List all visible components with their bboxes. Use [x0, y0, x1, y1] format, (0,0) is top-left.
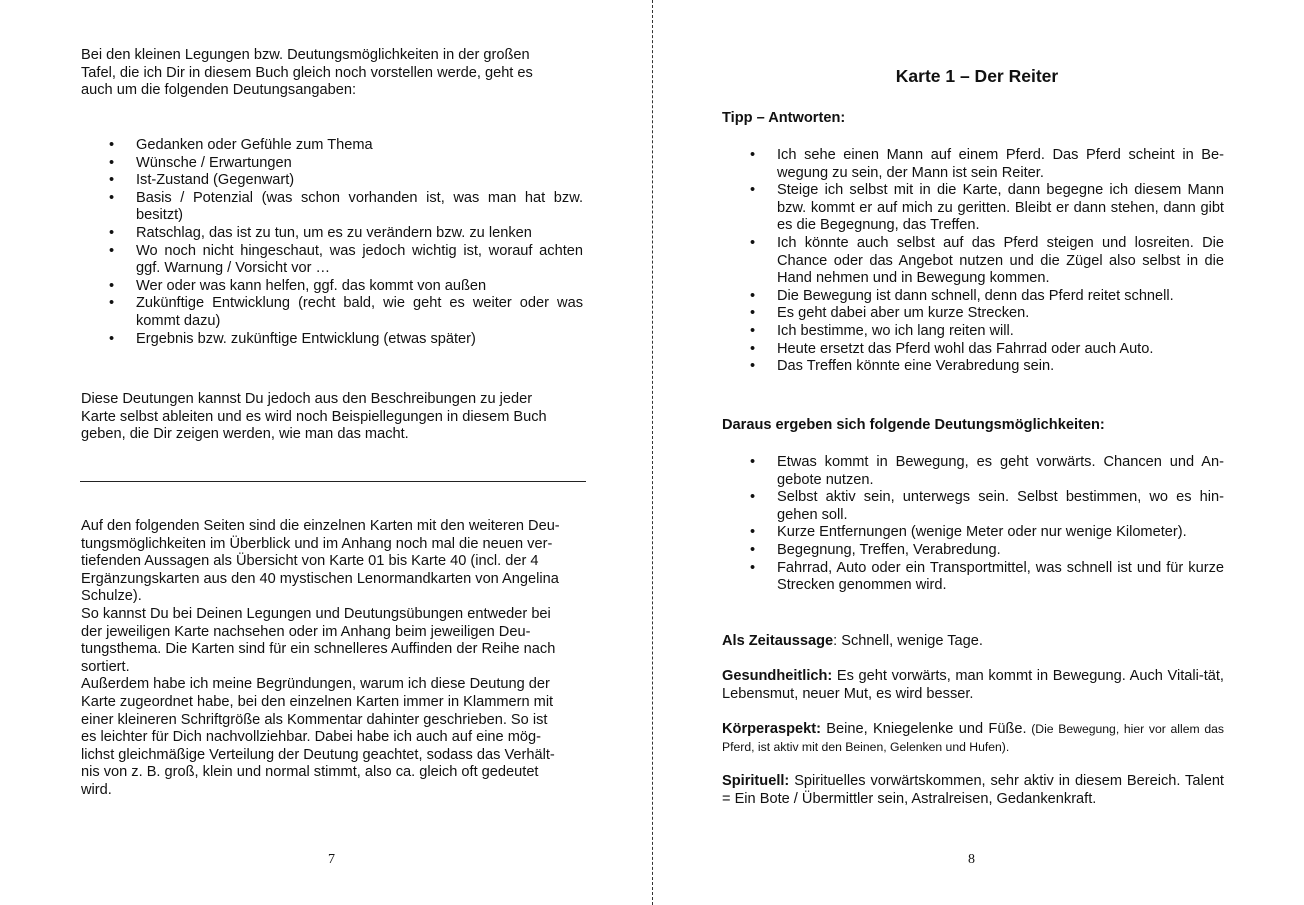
list-item: • Wo noch nicht hingeschaut, was jedoch wichtig ist, worauf achten ggf. Warnung / Vorsicht vor …	[81, 243, 583, 278]
list-item: • Begegnung, Treffen, Verabredung.	[722, 542, 1224, 560]
derive-paragraph: Diese Deutungen kannst Du jedoch aus den Beschreibungen zu jeder Karte selbst ableiten und es wird noch Beispiellegungen in diesem Buch geben, die Dir zeigen werden, wie man das macht.	[81, 391, 547, 443]
list-item: • Ergebnis bzw. zukünftige Entwicklung (etwas später)	[81, 331, 583, 349]
list-item: • Ich könnte auch selbst auf das Pferd steigen und losreiten. Die Chance oder das Angebot nutzen und die Zügel also selbst in die Hand nehmen und in Bewegung kommen.	[722, 235, 1224, 288]
body-aspect-statement: Körperaspekt: Beine, Kniegelenke und Füße. (Die Bewegung, hier vor allem das Pferd, ist aktiv mit den Beinen, Gelenken und Hufen).	[722, 721, 1224, 754]
list-item: • Kurze Entfernungen (wenige Meter oder nur wenige Kilometer).	[722, 524, 1224, 542]
list-item: • Ist-Zustand (Gegenwart)	[81, 172, 583, 190]
list-item: • Die Bewegung ist dann schnell, denn das Pferd reitet schnell.	[722, 288, 1224, 306]
list-item: • Selbst aktiv sein, unterwegs sein. Selbst bestimmen, wo es hin-gehen soll.	[722, 489, 1224, 524]
list-item: • Ratschlag, das ist zu tun, um es zu verändern bzw. zu lenken	[81, 225, 583, 243]
list-item: • Das Treffen könnte eine Verabredung sein.	[722, 358, 1224, 376]
list-item: • Fahrrad, Auto oder ein Transportmittel, was schnell ist und für kurze Strecken genommen wird.	[722, 560, 1224, 595]
intro-paragraph: Bei den kleinen Legungen bzw. Deutungsmöglichkeiten in der großen Tafel, die ich Dir in diesem Buch gleich noch vorstellen werde, geht es auch um die folgenden Deutungsangaben:	[81, 47, 533, 99]
tipp-list	[722, 147, 1224, 376]
list-item: • Zukünftige Entwicklung (recht bald, wie geht es weiter oder was kommt dazu)	[81, 295, 583, 330]
health-statement: Gesundheitlich: Es geht vorwärts, man kommt in Bewegung. Auch Vitali-tät, Lebensmut, neuer Mut, es wird besser.	[722, 668, 1224, 702]
list-item: • Es geht dabei aber um kurze Strecken.	[722, 305, 1224, 323]
time-statement: Als Zeitaussage: Schnell, wenige Tage.	[722, 633, 983, 649]
interpretation-list	[81, 137, 583, 348]
spiritual-statement: Spirituell: Spirituelles vorwärtskommen, sehr aktiv in diesem Bereich. Talent = Ein Bote / Übermittler sein, Astralreisen, Gedankenkraft.	[722, 773, 1224, 807]
list-item: • Wer oder was kann helfen, ggf. das kommt von außen	[81, 278, 583, 296]
body-paragraph: Auf den folgenden Seiten sind die einzelnen Karten mit den weiteren Deu- tungsmöglichkeiten im Überblick und im Anhang noch mal die neuen ver- tiefenden Aussagen als Übersicht von Karte 01 bis Karte 40 (incl. der 4 Ergänzungskarten aus den 40 mystischen Lenormandkarten von Angelina Schulze). So kannst Du bei Deinen Legungen und Deutungsübungen entweder bei der jeweiligen Karte nachsehen oder im Anhang beim jeweiligen Deu- tungsthema. Die Karten sind für ein schnelleres Auffinden der Reihe nach sortiert. Außerdem habe ich meine Begründungen, warum ich diese Deutung der Karte zugeordnet habe, bei den einzelnen Karten immer in Klammern mit einer kleineren Schriftgröße als Kommentar dahinter geschrieben. So ist es leichter für Dich nachvollziehbar. Dabei habe ich auch auf eine mög- lichst gleichmäßige Verteilung der Deutung geachtet, sodass das Verhält- nis von z. B. groß, klein und normal stimmt, also ca. gleich oft gedeutet wird.	[81, 518, 560, 798]
list-item: • Steige ich selbst mit in die Karte, dann begegne ich diesem Mann bzw. kommt er auf mich zu geritten. Bleibt er dann stehen, dann gibt es die Begegnung, das Treffen.	[722, 182, 1224, 235]
list-item: • Ich bestimme, wo ich lang reiten will.	[722, 323, 1224, 341]
list-item: • Heute ersetzt das Pferd wohl das Fahrrad oder auch Auto.	[722, 341, 1224, 359]
deutung-heading: Daraus ergeben sich folgende Deutungsmöglichkeiten:	[722, 417, 1105, 433]
page-number: 7	[328, 852, 335, 867]
list-item: • Wünsche / Erwartungen	[81, 155, 583, 173]
list-item: • Ich sehe einen Mann auf einem Pferd. Das Pferd scheint in Be-wegung zu sein, der Mann ist sein Reiter.	[722, 147, 1224, 182]
page-fold-divider	[652, 0, 653, 905]
horizontal-divider	[80, 481, 586, 482]
page-number: 8	[968, 852, 975, 867]
list-item: • Gedanken oder Gefühle zum Thema	[81, 137, 583, 155]
card-title: Karte 1 – Der Reiter	[895, 66, 1059, 86]
deutung-list	[722, 454, 1224, 595]
list-item: • Etwas kommt in Bewegung, es geht vorwärts. Chancen und An-gebote nutzen.	[722, 454, 1224, 489]
list-item: • Basis / Potenzial (was schon vorhanden ist, was man hat bzw. besitzt)	[81, 190, 583, 225]
tipp-heading: Tipp – Antworten:	[722, 110, 846, 126]
